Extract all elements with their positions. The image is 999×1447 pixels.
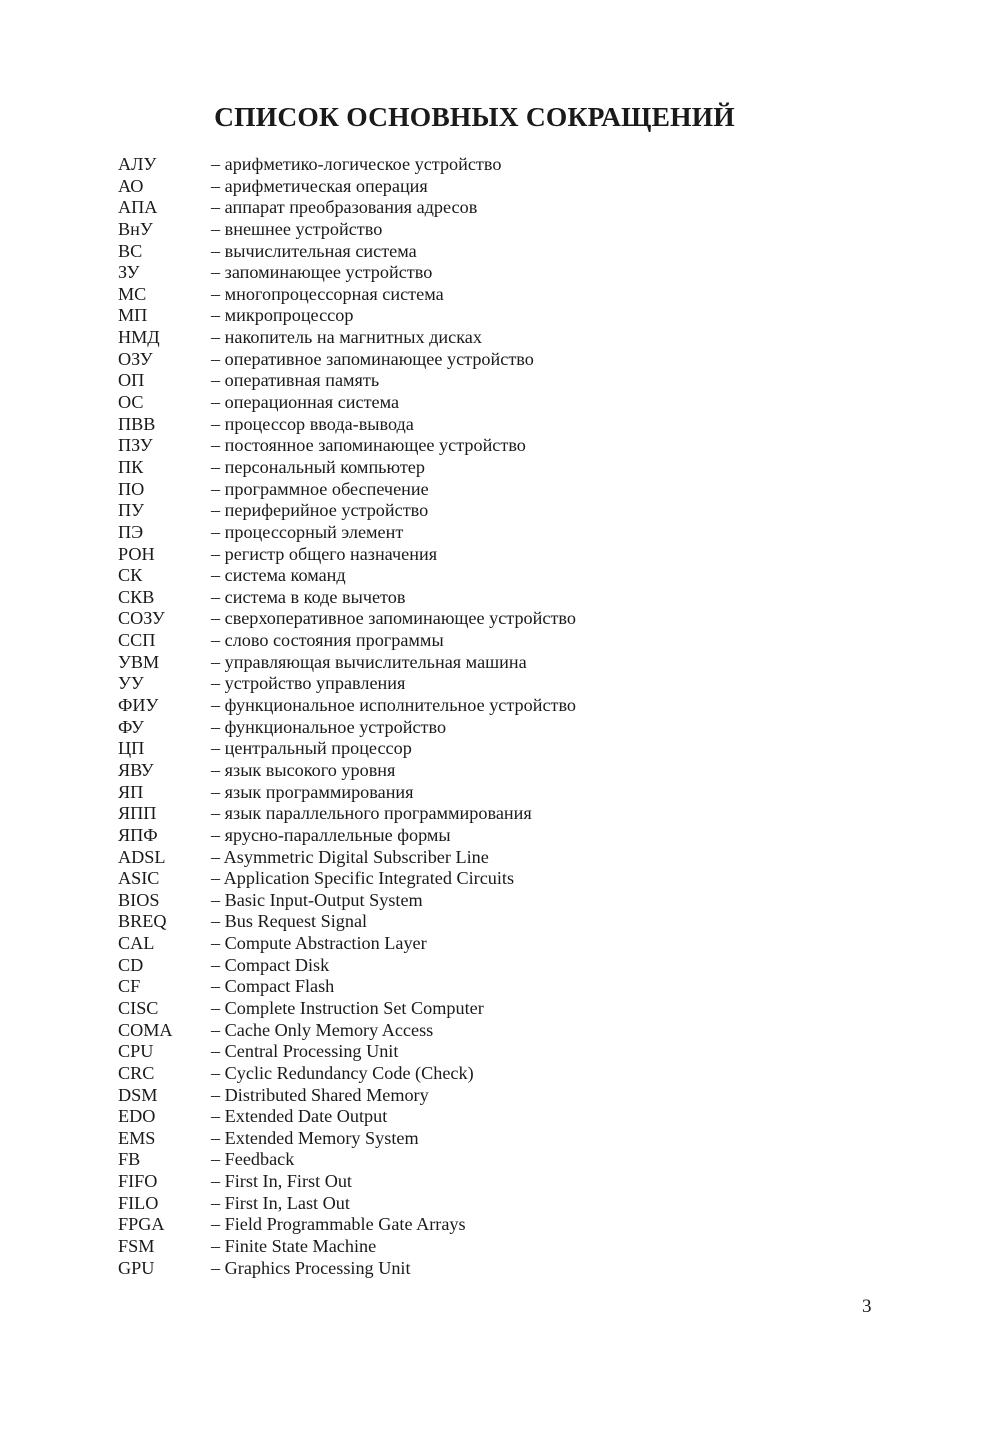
abbreviation-term: ASIC [118, 868, 160, 889]
abbreviation-definition: – персональный компьютер [211, 457, 425, 479]
abbreviation-term: FPGA [118, 1214, 165, 1235]
abbreviation-term: ЯПФ [118, 824, 158, 845]
abbreviation-row [118, 717, 758, 739]
abbreviation-term: CISC [118, 997, 159, 1018]
abbreviation-row [118, 1106, 758, 1128]
abbreviation-definition: – Basic Input-Output System [211, 890, 423, 912]
abbreviation-term: НМД [118, 327, 160, 348]
abbreviation-term: ВнУ [118, 218, 153, 239]
abbreviation-definition: – Central Processing Unit [211, 1041, 398, 1063]
abbreviation-row [118, 262, 758, 284]
abbreviation-definition: – Graphics Processing Unit [211, 1258, 411, 1280]
abbreviation-term: GPU [118, 1257, 155, 1278]
abbreviation-row [118, 976, 758, 998]
abbreviation-definition: – Compact Flash [211, 976, 334, 998]
abbreviation-term: CAL [118, 933, 155, 954]
abbreviation-row [118, 457, 758, 479]
abbreviation-term: ВС [118, 240, 143, 261]
abbreviation-definition: – First In, First Out [211, 1171, 352, 1193]
abbreviation-term: EMS [118, 1127, 156, 1148]
abbreviation-row [118, 998, 758, 1020]
abbreviation-definition: – процессор ввода-вывода [211, 414, 414, 436]
abbreviation-definition: – вычислительная система [211, 241, 417, 263]
abbreviation-term: FSM [118, 1236, 155, 1257]
abbreviation-row [118, 479, 758, 501]
abbreviation-row [118, 803, 758, 825]
abbreviation-term: СКВ [118, 586, 155, 607]
abbreviation-definition: – программное обеспечение [211, 479, 429, 501]
abbreviation-list [118, 154, 758, 1279]
abbreviation-row [118, 933, 758, 955]
abbreviation-definition: – ярусно-параллельные формы [211, 825, 451, 847]
abbreviation-definition: – язык параллельного программирования [211, 803, 532, 825]
abbreviation-term: FIFO [118, 1171, 158, 1192]
abbreviation-definition: – Extended Memory System [211, 1128, 419, 1150]
abbreviation-row [118, 1149, 758, 1171]
abbreviation-row [118, 1214, 758, 1236]
abbreviation-row [118, 782, 758, 804]
abbreviation-term: FB [118, 1149, 141, 1170]
abbreviation-term: УВМ [118, 651, 160, 672]
abbreviation-row [118, 370, 758, 392]
abbreviation-row [118, 414, 758, 436]
abbreviation-row [118, 241, 758, 263]
abbreviation-term: COMA [118, 1019, 173, 1040]
abbreviation-term: ПЗУ [118, 435, 153, 456]
abbreviation-term: BREQ [118, 911, 167, 932]
abbreviation-definition: – система в коде вычетов [211, 587, 405, 609]
abbreviation-row [118, 890, 758, 912]
abbreviation-row [118, 1063, 758, 1085]
abbreviation-definition: – функциональное исполнительное устройство [211, 695, 576, 717]
abbreviation-definition: – Compute Abstraction Layer [211, 933, 427, 955]
abbreviation-row [118, 522, 758, 544]
abbreviation-row [118, 565, 758, 587]
abbreviation-definition: – Compact Disk [211, 955, 329, 977]
abbreviation-term: DSM [118, 1084, 158, 1105]
abbreviation-row [118, 284, 758, 306]
abbreviation-definition: – Asymmetric Digital Subscriber Line [211, 847, 489, 869]
abbreviation-definition: – операционная система [211, 392, 399, 414]
abbreviation-term: ЯПП [118, 803, 157, 824]
abbreviation-definition: – накопитель на магнитных дисках [211, 327, 482, 349]
abbreviation-definition: – арифметическая операция [211, 176, 428, 198]
abbreviation-row [118, 500, 758, 522]
page-number: 3 [862, 1296, 872, 1317]
abbreviation-term: EDO [118, 1106, 156, 1127]
abbreviation-term: МП [118, 305, 148, 326]
abbreviation-definition: – оперативная память [211, 370, 379, 392]
abbreviation-row [118, 587, 758, 609]
abbreviation-term: УУ [118, 673, 144, 694]
abbreviation-term: ОП [118, 370, 145, 391]
abbreviation-term: ПВВ [118, 413, 156, 434]
abbreviation-term: СК [118, 565, 143, 586]
abbreviation-term: ОЗУ [118, 348, 153, 369]
abbreviation-definition: – микропроцессор [211, 305, 353, 327]
abbreviation-row [118, 673, 758, 695]
abbreviation-term: ОС [118, 392, 144, 413]
abbreviation-definition: – процессорный элемент [211, 522, 403, 544]
abbreviation-row [118, 825, 758, 847]
abbreviation-definition: – запоминающее устройство [211, 262, 432, 284]
abbreviation-term: CF [118, 976, 141, 997]
abbreviation-definition: – устройство управления [211, 673, 405, 695]
abbreviation-term: ПО [118, 478, 145, 499]
abbreviation-row [118, 305, 758, 327]
abbreviation-definition: – слово состояния программы [211, 630, 444, 652]
abbreviation-row [118, 955, 758, 977]
abbreviation-definition: – арифметико-логическое устройство [211, 154, 501, 176]
abbreviation-term: РОН [118, 543, 155, 564]
abbreviation-term: ADSL [118, 846, 166, 867]
abbreviation-definition: – аппарат преобразования адресов [211, 197, 477, 219]
abbreviation-row [118, 1258, 758, 1280]
abbreviation-term: ПУ [118, 500, 145, 521]
abbreviation-term: СОЗУ [118, 608, 165, 629]
abbreviation-definition: – регистр общего назначения [211, 544, 437, 566]
abbreviation-definition: – Field Programmable Gate Arrays [211, 1214, 466, 1236]
abbreviation-row [118, 1128, 758, 1150]
abbreviation-row [118, 1193, 758, 1215]
abbreviation-term: ЯВУ [118, 759, 154, 780]
abbreviation-row [118, 1236, 758, 1258]
abbreviation-definition: – Cyclic Redundancy Code (Check) [211, 1063, 474, 1085]
abbreviation-term: ЯП [118, 781, 144, 802]
abbreviation-term: ФИУ [118, 695, 159, 716]
abbreviation-definition: – оперативное запоминающее устройство [211, 349, 534, 371]
abbreviation-definition: – сверхоперативное запоминающее устройство [211, 608, 576, 630]
abbreviation-term: ФУ [118, 716, 144, 737]
abbreviation-term: АЛУ [118, 154, 157, 174]
page-title: СПИСОК ОСНОВНЫХ СОКРАЩЕНИЙ [214, 101, 735, 132]
abbreviation-row [118, 544, 758, 566]
abbreviation-definition: – Finite State Machine [211, 1236, 376, 1258]
abbreviation-row [118, 435, 758, 457]
abbreviation-term: ЦП [118, 738, 145, 759]
abbreviation-definition: – Complete Instruction Set Computer [211, 998, 484, 1020]
abbreviation-definition: – постоянное запоминающее устройство [211, 435, 526, 457]
abbreviation-definition: – Feedback [211, 1149, 294, 1171]
abbreviation-row [118, 608, 758, 630]
abbreviation-definition: – Distributed Shared Memory [211, 1085, 429, 1107]
abbreviation-definition: – Extended Date Output [211, 1106, 387, 1128]
abbreviation-row [118, 349, 758, 371]
abbreviation-term: BIOS [118, 889, 160, 910]
abbreviation-term: ПК [118, 456, 144, 477]
abbreviation-definition: – центральный процессор [211, 738, 412, 760]
abbreviation-row [118, 176, 758, 198]
abbreviation-row [118, 652, 758, 674]
abbreviation-term: ЗУ [118, 262, 140, 283]
abbreviation-term: FILO [118, 1192, 159, 1213]
abbreviation-definition: – система команд [211, 565, 346, 587]
abbreviation-term: МС [118, 283, 147, 304]
abbreviation-row [118, 868, 758, 890]
abbreviation-row [118, 1041, 758, 1063]
abbreviation-term: ПЭ [118, 521, 144, 542]
abbreviation-term: АПА [118, 197, 158, 218]
abbreviation-row [118, 630, 758, 652]
abbreviation-term: CPU [118, 1041, 154, 1062]
abbreviation-row [118, 760, 758, 782]
abbreviation-term: CRC [118, 1062, 155, 1083]
abbreviation-term: CD [118, 954, 144, 975]
abbreviation-definition: – язык высокого уровня [211, 760, 395, 782]
abbreviation-definition: – управляющая вычислительная машина [211, 652, 527, 674]
abbreviation-definition: – Cache Only Memory Access [211, 1020, 433, 1042]
abbreviation-row [118, 1020, 758, 1042]
abbreviation-definition: – язык программирования [211, 782, 414, 804]
abbreviation-row [118, 695, 758, 717]
abbreviation-row [118, 1171, 758, 1193]
abbreviation-row [118, 219, 758, 241]
abbreviation-definition: – функциональное устройство [211, 717, 446, 739]
abbreviation-row [118, 392, 758, 414]
abbreviation-row [118, 847, 758, 869]
abbreviation-term: АО [118, 175, 144, 196]
abbreviation-definition: – многопроцессорная система [211, 284, 444, 306]
abbreviation-definition: – внешнее устройство [211, 219, 382, 241]
abbreviation-definition: – First In, Last Out [211, 1193, 350, 1215]
abbreviation-definition: – Application Specific Integrated Circuits [211, 868, 514, 890]
abbreviation-row [118, 327, 758, 349]
abbreviation-definition: – периферийное устройство [211, 500, 428, 522]
abbreviation-row [118, 738, 758, 760]
abbreviation-row [118, 154, 758, 176]
abbreviation-definition: – Bus Request Signal [211, 911, 367, 933]
abbreviation-term: ССП [118, 630, 156, 651]
abbreviation-row [118, 197, 758, 219]
abbreviation-row [118, 911, 758, 933]
abbreviation-row [118, 1085, 758, 1107]
